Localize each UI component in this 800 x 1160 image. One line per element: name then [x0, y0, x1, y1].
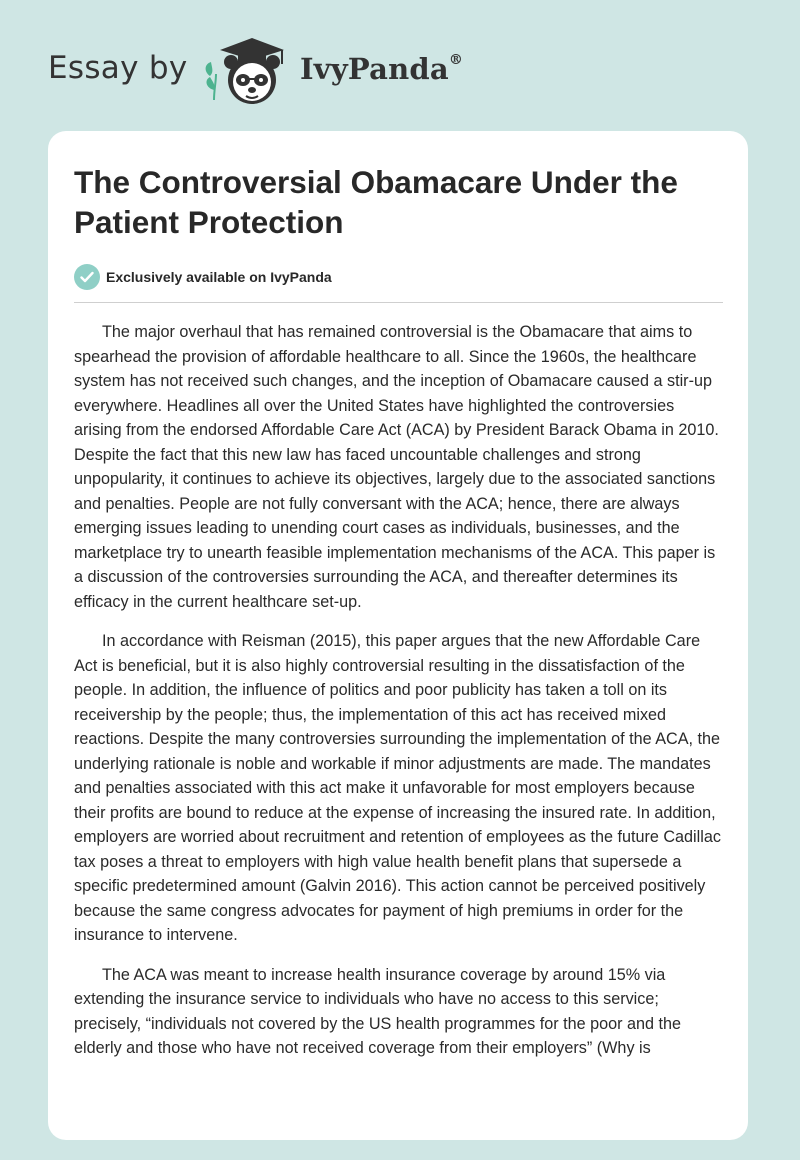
panda-graduate-logo-icon[interactable]	[200, 34, 292, 110]
essay-card	[48, 131, 748, 1140]
badge-text: Exclusively available on IvyPanda	[106, 269, 332, 285]
paragraph-3: The ACA was meant to increase health insurance coverage by around 15% via extending the insurance service to individuals who have no access to this service; precisely, “individuals not covered by the US health programmes for the poor and the elderly and those who have not received coverage from their employers” (Why is	[74, 965, 682, 1057]
exclusive-badge	[74, 264, 332, 290]
site-header	[0, 0, 800, 130]
brand-prefix: Essay by	[48, 50, 188, 86]
paragraph-2: In accordance with Reisman (2015), this paper argues that the new Affordable Care Act is beneficial, but it is also highly controversial resulting in the dissatisfaction of the people. In addition, the influence of politics and poor publicity has taken a toll on its receivership by the people; thus, the implementation of this act has received mixed reactions. Despite the many controversies surrounding the implementation of the ACA, the underlying rationale is noble and workable if minor adjustments are made. The mandates and penalties associated with this act make it unfavorable for most employers because their profits are bound to reduce at the expense of increasing the insured rate. In addition, employers are worried about recruitment and retention of employees as the future Cadillac tax poses a threat to employers with high value health benefit plans that supersede a specific predetermined amount (Galvin 2016). This action cannot be perceived positively because the same congress advocates for payment of high premiums in order for the insurance to intervene.	[74, 632, 721, 944]
brand-name-text[interactable]: IvyPanda	[300, 52, 449, 86]
paragraph-1: The major overhaul that has remained controversial is the Obamacare that aims to spearhead the provision of affordable healthcare to all. Since the 1960s, the healthcare system has not received such changes, and the inception of Obamacare caused a stir-up everywhere. Headlines all over the United States have highlighted the controversies arising from the endorsed Affordable Care Act (ACA) by President Barack Obama in 2010. Despite the fact that this new law has faced uncountable challenges and strong unpopularity, it continues to achieve its objectives, largely due to the associated sanctions and penalties. People are not fully conversant with the ACA; hence, there are always emerging issues leading to unending court cases as individuals, businesses, and the marketplace try to unearth feasible implementation mechanisms of the ACA. This paper is a discussion of the controversies surrounding the ACA, and thereafter determines its efficacy in the current healthcare set-up.	[74, 323, 719, 611]
divider	[74, 302, 723, 303]
essay-title: The Controversial Obamacare Under the Patient Protection	[74, 164, 678, 240]
essay-body	[74, 320, 726, 1076]
brand-name[interactable]	[300, 52, 463, 86]
check-circle-icon	[74, 264, 100, 290]
registered-mark: ®	[448, 52, 464, 69]
